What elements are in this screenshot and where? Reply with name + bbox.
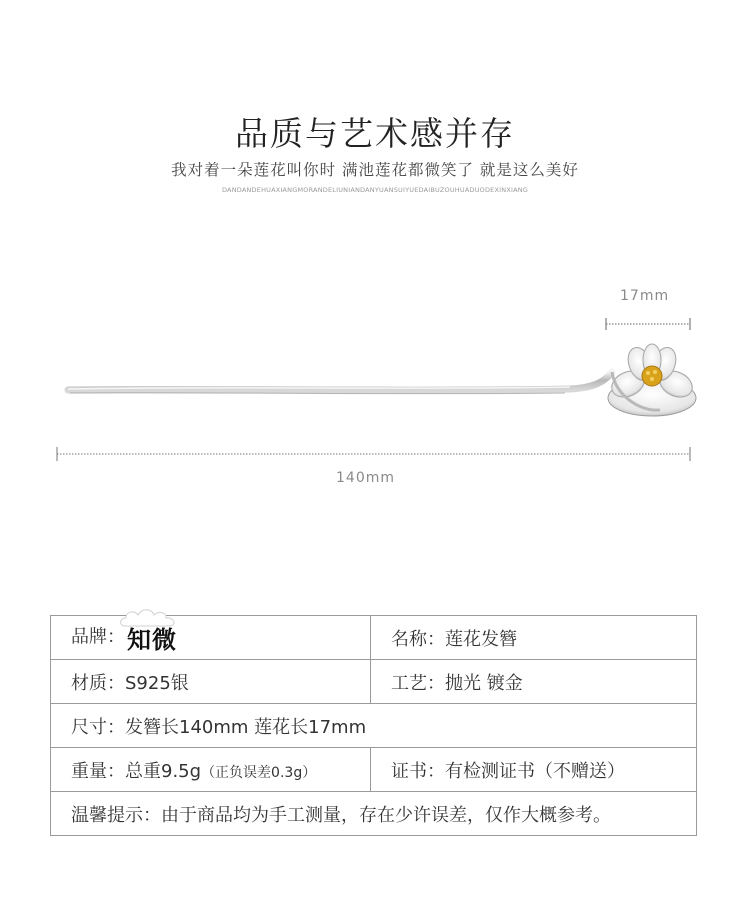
- notice-cell: 温馨提示：由于商品均为手工测量，存在少许误差，仅作大概参考。: [51, 792, 697, 836]
- certificate-cell: 证书：有检测证书（不赠送）: [371, 748, 697, 792]
- table-row: [51, 616, 697, 660]
- table-row: [51, 704, 697, 748]
- brand-logo-text: 知微: [127, 625, 177, 654]
- lotus-flower: [608, 344, 697, 416]
- table-row: [51, 660, 697, 704]
- flower-width-label: 17mm: [620, 288, 670, 304]
- product-image: [0, 280, 750, 470]
- pinyin-caption: DANDANDEHUAXIANGMORANDELIUNIANDANYUANSUIYUEDAIBUZOUHUADUODEXINXIANG: [221, 186, 529, 194]
- brand-label: 品牌：: [71, 626, 125, 648]
- table-row: [51, 792, 697, 836]
- weight-value: 重量：总重9.5g: [71, 760, 202, 782]
- table-row: [51, 748, 697, 792]
- weight-cell: [51, 748, 371, 792]
- hairpin-stick: [68, 372, 612, 394]
- flower-width-dimension-line: [606, 318, 690, 330]
- name-cell: 名称：莲花发簪: [371, 616, 697, 660]
- size-cell: 尺寸：发簪长140mm 莲花长17mm: [51, 704, 697, 748]
- page-title: 品质与艺术感并存: [235, 114, 515, 153]
- total-length-label: 140mm: [336, 470, 395, 486]
- brand-cell: [51, 616, 371, 660]
- weight-tolerance-note: （正负误差0.3g）: [201, 764, 317, 781]
- spec-table: [50, 615, 697, 836]
- page-subtitle: 我对着一朵莲花叫你时 满池莲花都微笑了 就是这么美好: [171, 161, 579, 179]
- material-cell: 材质：S925银: [51, 660, 371, 704]
- craft-cell: 工艺：抛光 镀金: [371, 660, 697, 704]
- brand-logo: [127, 620, 177, 655]
- total-length-dimension-line: [57, 447, 690, 461]
